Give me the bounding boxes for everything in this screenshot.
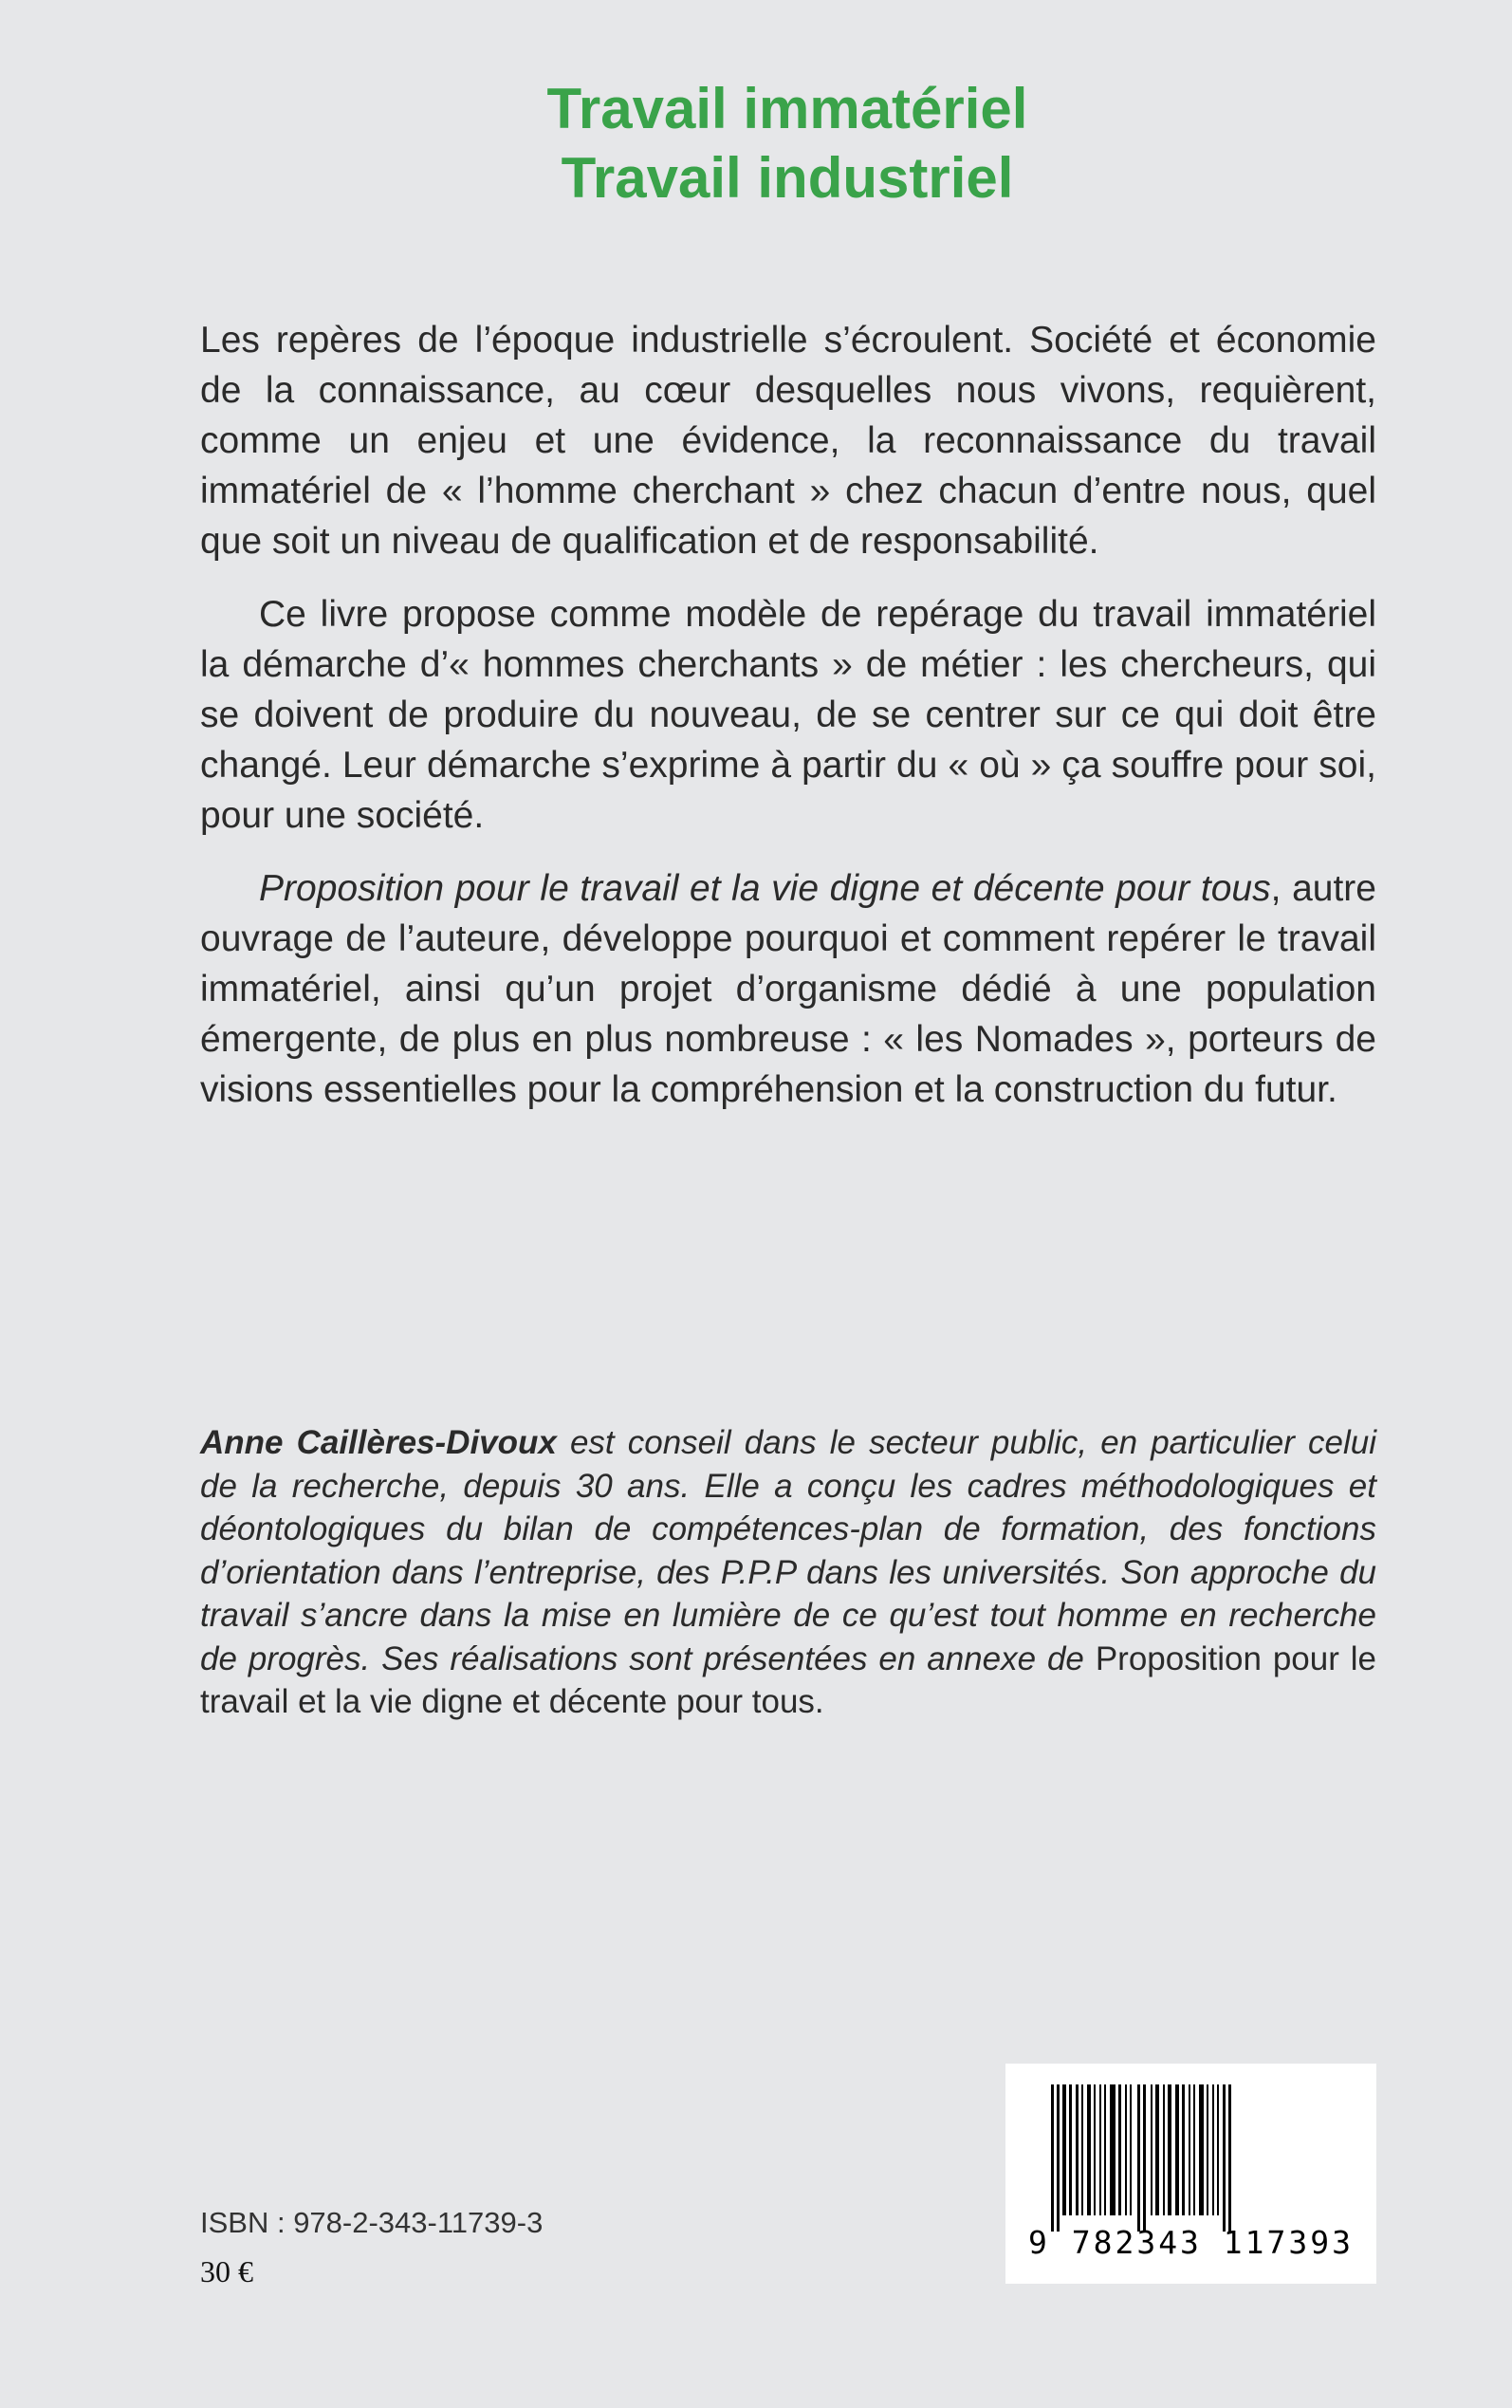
barcode-bar — [1104, 2084, 1106, 2215]
barcode-bar — [1137, 2084, 1140, 2232]
referenced-book-title: Proposition pour le travail et la vie digne et décente pour tous — [259, 868, 1271, 909]
barcode-bar — [1087, 2084, 1091, 2215]
barcode-bar — [1118, 2084, 1121, 2215]
title-line-2: Travail industriel — [561, 146, 1014, 210]
summary-paragraph-3-text: , autre ouvrage de l’auteure, développe pourquoi et comment repérer le travail immatériel, ainsi qu’un projet d’organisme dédié à une population émergente, de plus en plus nombreuse : « les Nomades », porteurs de visions essentielles pour la compréhension et la construction du futur. — [200, 868, 1376, 1110]
barcode-bar — [1212, 2084, 1214, 2215]
barcode-bar — [1099, 2084, 1101, 2215]
barcode-bar — [1155, 2084, 1159, 2215]
barcode-bar — [1193, 2084, 1195, 2215]
barcode-bar — [1189, 2084, 1190, 2215]
barcode-bar — [1182, 2084, 1185, 2215]
author-bio — [200, 1421, 1376, 1724]
barcode-bar — [1110, 2084, 1116, 2215]
barcode-bar — [1057, 2084, 1060, 2232]
barcode-bar — [1207, 2084, 1208, 2215]
summary-text — [200, 315, 1376, 1138]
barcode-bar — [1051, 2084, 1054, 2232]
summary-paragraph-2: Ce livre propose comme modèle de repérage du travail immatériel la démarche d’« hommes cherchants » de métier : les chercheurs, qui se doivent de produire du nouveau, de se centrer sur ce qui doit être changé. Leur démarche s’exprime à partir du « où » ça souffre pour soi, pour une société. — [200, 594, 1376, 836]
barcode-digits: 9 782343 117393 — [1027, 2224, 1354, 2261]
barcode-bar — [1228, 2084, 1231, 2232]
barcode-bar — [1081, 2084, 1083, 2215]
barcode-bar — [1062, 2084, 1066, 2215]
price-text: 30 € — [200, 2254, 253, 2288]
barcode-bar — [1163, 2084, 1165, 2215]
title-line-1: Travail immatériel — [546, 77, 1028, 140]
barcode-bar — [1130, 2084, 1132, 2215]
barcode-bar — [1223, 2084, 1226, 2232]
barcode-bar — [1125, 2084, 1127, 2215]
barcode-bar — [1168, 2084, 1171, 2215]
barcode-bar — [1175, 2084, 1179, 2215]
book-title — [0, 74, 1512, 213]
barcode-bar — [1199, 2084, 1204, 2215]
bio-book-title: Proposition pour le travail et la vie digne et décente pour tous. — [200, 1639, 1377, 1720]
isbn-text: ISBN : 978-2-343-11739-3 — [200, 2206, 544, 2239]
barcode-bar — [1076, 2084, 1079, 2215]
barcode-bar — [1094, 2084, 1096, 2215]
barcode-bar — [1151, 2084, 1152, 2215]
summary-paragraph-1: Les repères de l’époque industrielle s’écroulent. Société et économie de la connaissance, au cœur desquelles nous vivons, requièrent, comme un enjeu et une évidence, la reconnaissance du travail immatériel de « l’homme cherchant » chez chacun d’entre nous, quel que soit un niveau de qualification et de responsabilité. — [200, 320, 1376, 562]
barcode-bar — [1069, 2084, 1072, 2215]
barcode-bar — [1217, 2084, 1219, 2215]
author-name: Anne Caillères-Divoux — [200, 1424, 557, 1461]
barcode — [1005, 2064, 1376, 2284]
summary-paragraph-3 — [200, 863, 1376, 1115]
author-bio-text: est conseil dans le secteur public, en particulier celui de la recherche, depuis 30 ans. Elle a conçu les cadres méthodologiques et déontologiques du bilan de compétences-plan de formation, des fonctions d’orientation dans l’entreprise, des P.P.P dans les universités. Son approche du travail s’ancre dans la mise en lumière de ce qu’est tout homme en recherche de progrès. Ses réalisations sont présentées en annexe de — [200, 1424, 1376, 1677]
barcode-bar — [1143, 2084, 1146, 2232]
